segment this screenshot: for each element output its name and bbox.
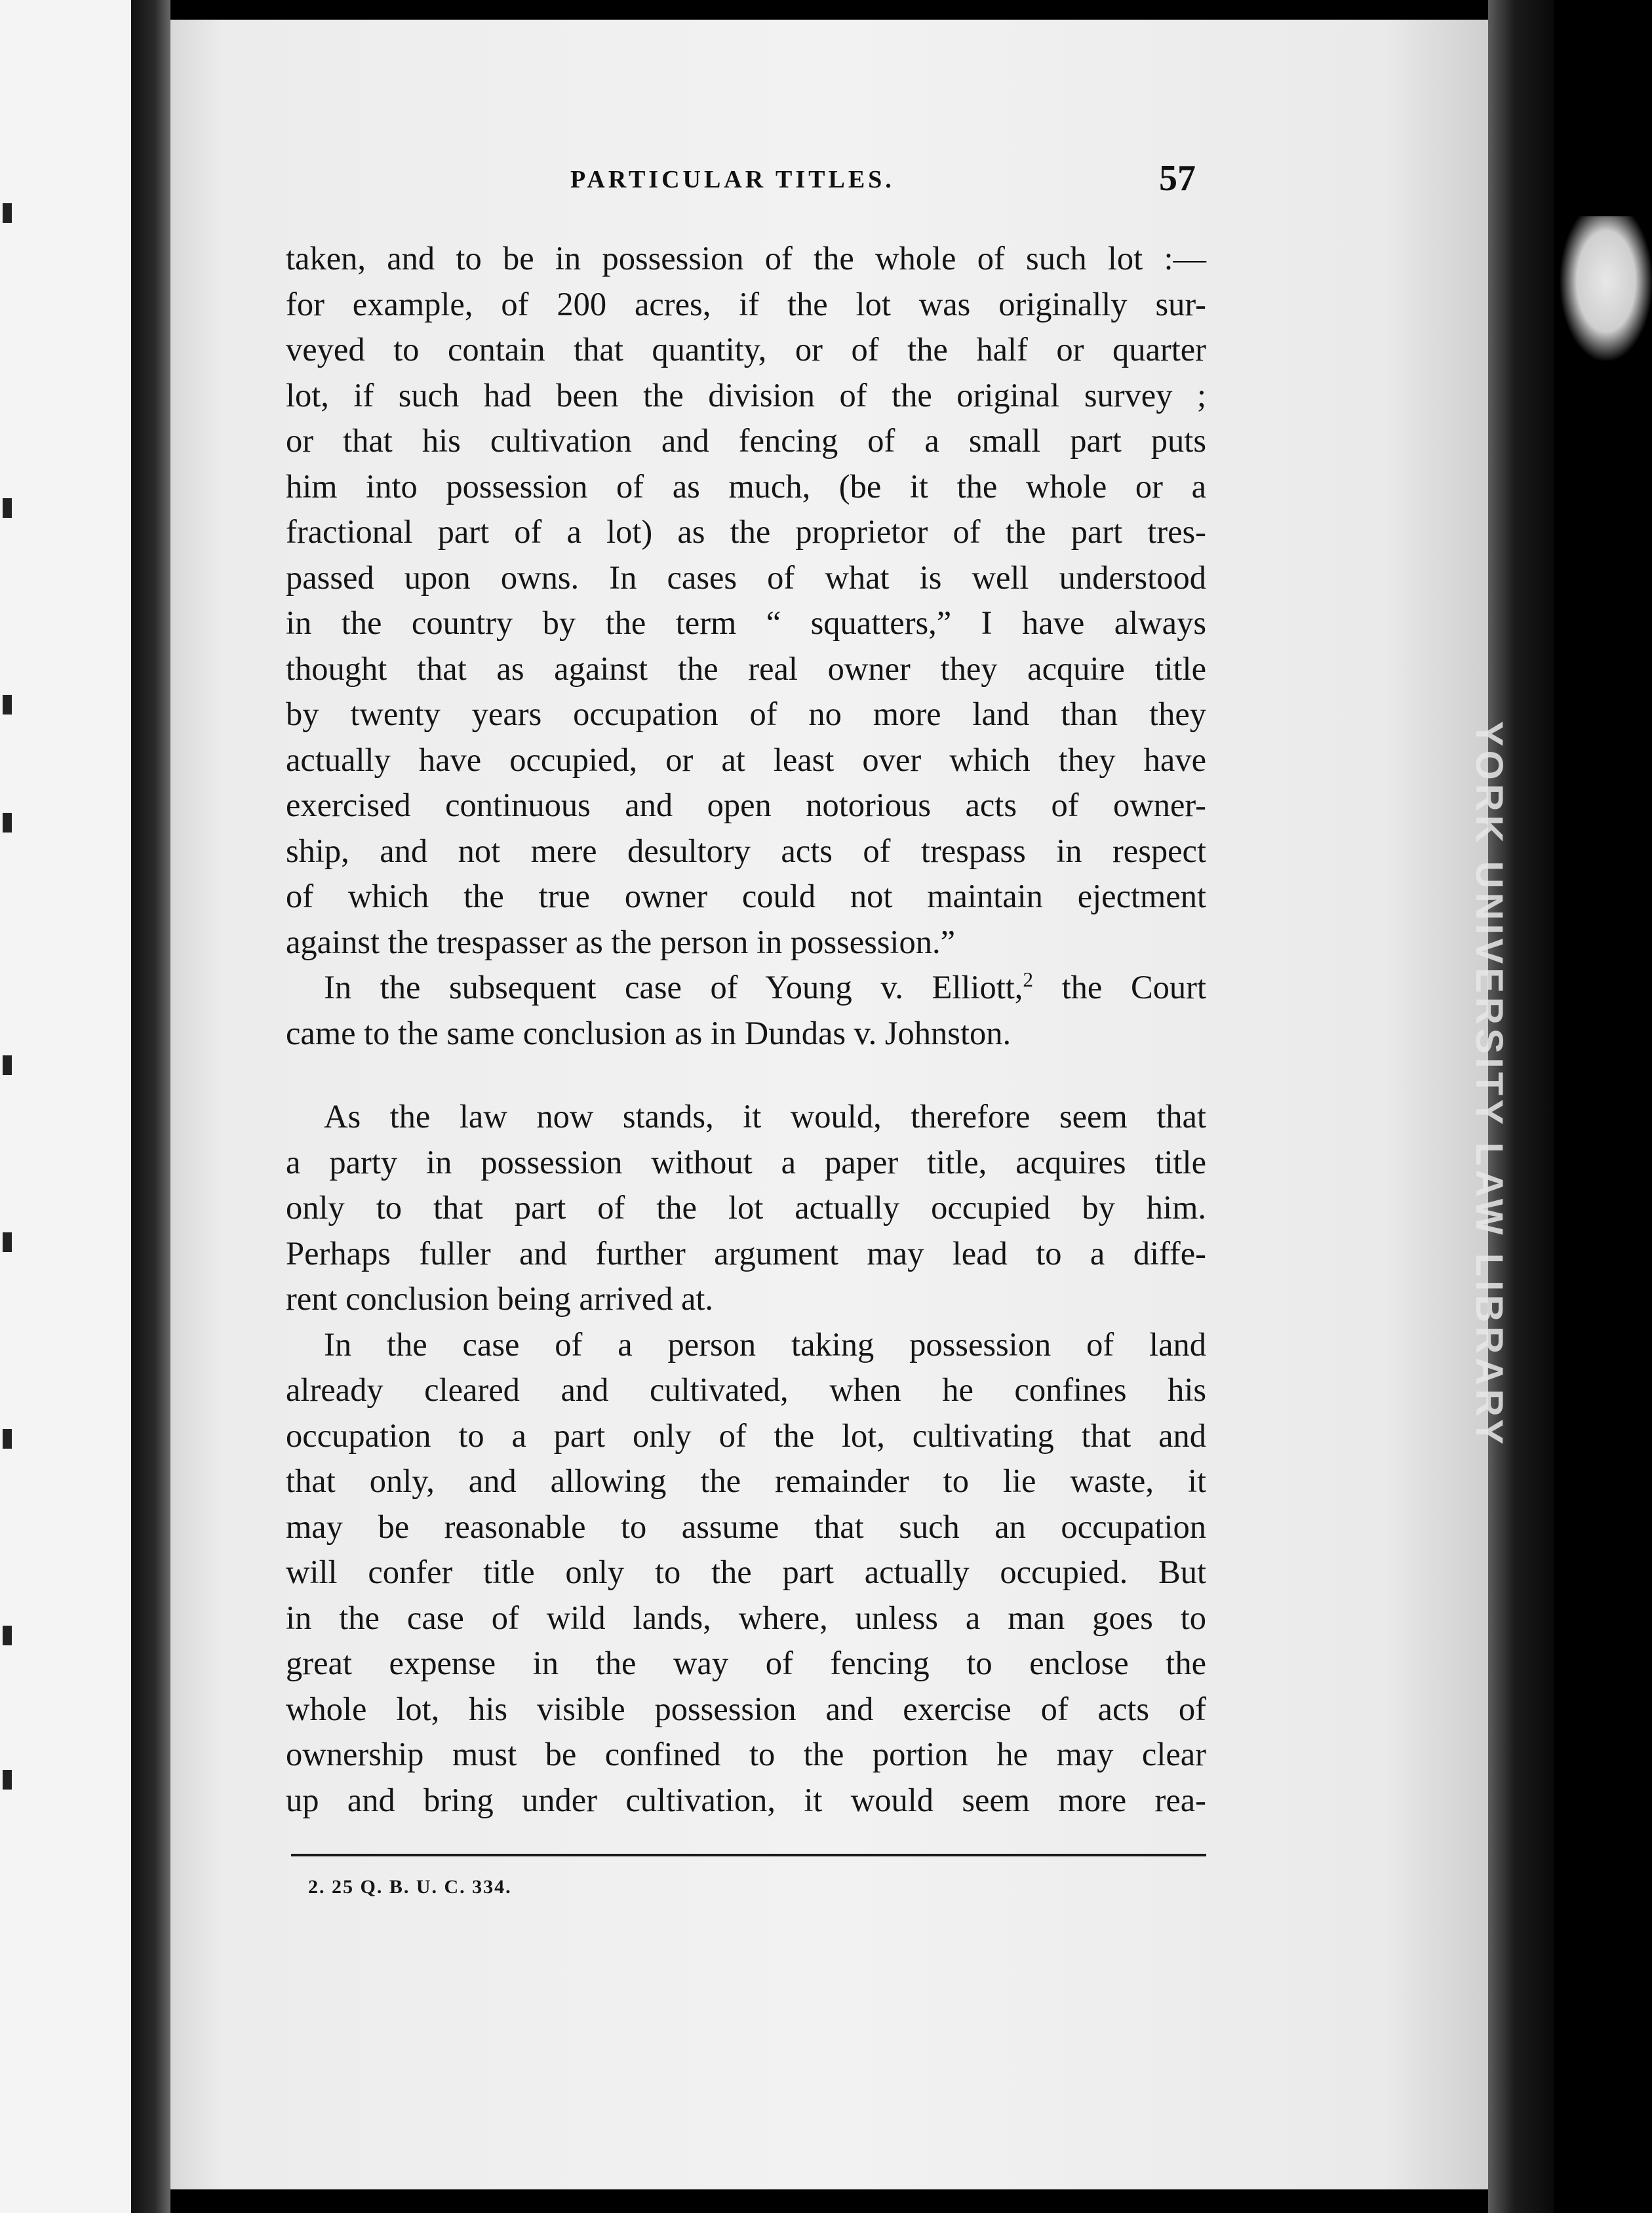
text-line: already cleared and cultivated, when he confines his [286,1371,1206,1408]
text-line: taken, and to be in possession of the whole of such lot :— [286,240,1206,277]
text-line: in the case of wild lands, where, unless a man goes to [286,1599,1206,1636]
paragraph-2 [286,965,1206,1056]
text-line: Perhaps fuller and further argument may lead to a diffe- [286,1234,1206,1272]
text-line: a party in possession without a paper title, acquires title [286,1143,1206,1181]
text-line: ownership must be confined to the portion he may clear [286,1736,1206,1772]
text-line: As the law now stands, it would, therefore seem that [324,1098,1206,1135]
text-line: of which the true owner could not maintain ejectment [286,878,1206,914]
paragraph-3 [286,1094,1206,1322]
text-line: lot, if such had been the division of the original survey ; [286,376,1206,414]
paragraph-gap [286,1056,1206,1094]
text-line: for example, of 200 acres, if the lot was originally sur- [286,285,1206,323]
text-line: fractional part of a lot) as the proprietor of the part tres- [286,513,1206,550]
text-line: in the country by the term “ squatters,” I have always [286,604,1206,641]
text-line: thought that as against the real owner they acquire title [286,650,1206,687]
text-line: by twenty years occupation of no more land than they [286,695,1206,732]
running-head: PARTICULAR TITLES. [570,166,895,193]
facing-page-edge [0,0,131,2213]
footnote-rule [291,1854,1206,1856]
text-line: great expense in the way of fencing to enclose the [286,1645,1206,1681]
text-line [286,965,1206,1011]
text-line: against the trespasser as the person in possession.” [286,923,955,960]
text-line: whole lot, his visible possession and exercise of acts of [286,1690,1206,1727]
text-line: In the case of a person taking possession of land [324,1325,1206,1363]
text-line: actually have occupied, or at least over which they have [286,741,1206,778]
paper-stain [1560,216,1652,361]
text-line: came to the same conclusion as in Dundas v. Johnston. [286,1014,1012,1051]
text-line: passed upon owns. In cases of what is well understood [286,558,1206,596]
facing-page-text-fragments [0,105,20,1875]
text-line: occupation to a part only of the lot, cultivating that and [286,1417,1206,1454]
page-number: 57 [1159,158,1196,199]
text-line: exercised continuous and open notorious acts of owner- [286,787,1206,823]
body-text [286,236,1206,1823]
text-fragment: In the subsequent case of Young v. Elliott, [324,969,1023,1006]
text-line: ship, and not mere desultory acts of trespass in respect [286,832,1206,869]
paragraph-4 [286,1322,1206,1824]
footnote: 2. 25 Q. B. U. C. 334. [308,1876,512,1898]
text-line: veyed to contain that quantity, or of the half or quarter [286,331,1206,368]
text-line: up and bring under cultivation, it would seem more rea- [286,1781,1206,1818]
library-stamp: YORK UNIVERSITY LAW LIBRARY [1468,721,1510,1449]
text-line: him into possession of as much, (be it the whole or a [286,467,1206,505]
text-line: that only, and allowing the remainder to lie waste, it [286,1462,1206,1499]
text-line: only to that part of the lot actually occupied by him. [286,1189,1206,1226]
book-gutter-shadow [131,0,170,2213]
text-line: will confer title only to the part actually occupied. But [286,1554,1206,1590]
footnote-marker: 2 [1023,968,1034,992]
paragraph-1 [286,236,1206,965]
text-line: may be reasonable to assume that such an occupation [286,1508,1206,1545]
text-fragment: the Court [1033,969,1206,1006]
text-line: rent conclusion being arrived at. [286,1280,714,1317]
text-line: or that his cultivation and fencing of a small part puts [286,422,1206,459]
